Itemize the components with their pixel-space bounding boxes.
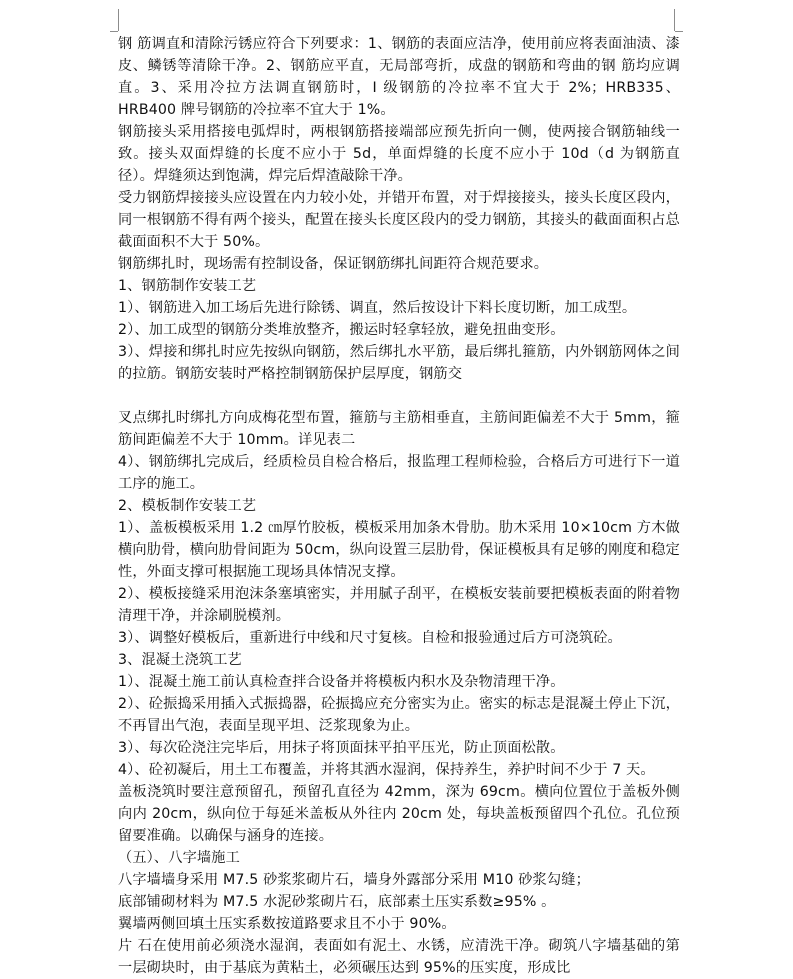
paragraph: 3）、调整好模板后，重新进行中线和尺寸复核。自检和报验通过后方可浇筑砼。 <box>118 630 622 646</box>
paragraph: 钢筋绑扎时，现场需有控制设备，保证钢筋绑扎间距符合规范要求。 <box>118 256 549 272</box>
paragraph: 4）、砼初凝后，用土工布覆盖，并将其洒水湿润，保持养生，养护时间不少于 7 天。 <box>118 762 655 778</box>
paragraph: 八字墙墙身采用 M7.5 砂浆浆砌片石，墙身外露部分采用 M10 砂浆勾缝； <box>118 872 590 888</box>
margin-corner-mark-left <box>118 9 119 31</box>
paragraph: 2）、模板接缝采用泡沫条塞填密实，并用腻子刮平，在模板安装前要把模板表面的附着物清理干净，并涂刷脱模剂。 <box>118 586 680 624</box>
paragraph: 底部铺砌材料为 M7.5 水泥砂浆砌片石，底部素土压实系数≥95% 。 <box>118 894 556 910</box>
paragraph: 片 石在使用前必须浇水湿润，表面如有泥土、水锈，应清洗干净。砌筑八字墙基础的第一层砌块时，由于基底为黄粘土，必须碾压达到 95%的压实度，形成比 <box>118 938 680 976</box>
paragraph: 3）、焊接和绑扎时应先按纵向钢筋，然后绑扎水平筋，最后绑扎箍筋，内外钢筋网体之间的拉筋。钢筋安装时严格控制钢筋保护层厚度，钢筋交 <box>118 344 680 382</box>
section-heading: 1、钢筋制作安装工艺 <box>118 278 257 294</box>
paragraph: 钢筋接头采用搭接电弧焊时，两根钢筋搭接端部应预先折向一侧，使两接合钢筋轴线一致。接头双面焊缝的长度不应小于 5d，单面焊缝的长度不应小于 10d（d 为钢筋直径）。焊缝须达到饱满，焊完后焊渣敲除干净。 <box>118 124 680 184</box>
paragraph: 1）、钢筋进入加工场后先进行除锈、调直，然后按设计下料长度切断，加工成型。 <box>118 300 637 316</box>
section-heading: 2、模板制作安装工艺 <box>118 498 257 514</box>
section-heading: （五）、八字墙施工 <box>118 850 240 866</box>
blank-line <box>118 385 680 407</box>
margin-corner-mark-right-horizontal <box>675 31 683 32</box>
paragraph: 受力钢筋焊接接头应设置在内力较小处，并错开布置，对于焊接接头，接头长度区段内，同一根钢筋不得有两个接头，配置在接头长度区段内的受力钢筋，其接头的截面面积占总截面面积不大于 50%。 <box>118 190 680 250</box>
paragraph: 3）、每次砼浇注完毕后，用抹子将顶面抹平拍平压光，防止顶面松散。 <box>118 740 565 756</box>
margin-corner-mark-left-horizontal <box>110 31 118 32</box>
document-body <box>118 33 680 979</box>
paragraph: 翼墙两侧回填土压实系数按道路要求且不小于 90%。 <box>118 916 456 932</box>
paragraph: 1）、盖板模板采用 1.2 ㎝厚竹胶板，模板采用加条木骨肋。肋木采用 10×10cm 方木做横向肋骨，横向肋骨间距为 50cm，纵向设置三层肋骨，保证模板具有足够的刚度和稳定性，外面支撑可根据施工现场具体情况支撑。 <box>118 520 680 580</box>
paragraph: 钢 筋调直和清除污锈应符合下列要求：1、钢筋的表面应洁净，使用前应将表面油渍、漆皮、鳞锈等清除干净。2、钢筋应平直，无局部弯折，成盘的钢筋和弯曲的钢 筋均应调直。3、采用冷拉方法调直钢筋时，I 级钢筋的冷拉率不宜大于 2%；HRB335、HRB400 牌号钢筋的冷拉率不宜大于 1%。 <box>118 36 680 118</box>
paragraph: 1）、混凝土施工前认真检查拌合设备并将模板内积水及杂物清理干净。 <box>118 674 565 690</box>
paragraph: 盖板浇筑时要注意预留孔，预留孔直径为 42mm，深为 69cm。横向位置位于盖板外侧向内 20cm，纵向位于每延米盖板从外往内 20cm 处，每块盖板预留四个孔位。孔位预留要准确。以确保与涵身的连接。 <box>118 784 680 844</box>
section-heading: 3、混凝土浇筑工艺 <box>118 652 242 668</box>
margin-corner-mark-right <box>674 9 675 31</box>
paragraph: 2）、加工成型的钢筋分类堆放整齐，搬运时轻拿轻放，避免扭曲变形。 <box>118 322 565 338</box>
paragraph: 2）、砼振捣采用插入式振捣器，砼振捣应充分密实为止。密实的标志是混凝土停止下沉，不再冒出气泡，表面呈现平坦、泛浆现象为止。 <box>118 696 680 734</box>
paragraph: 4）、钢筋绑扎完成后，经质检员自检合格后，报监理工程师检验，合格后方可进行下一道工序的施工。 <box>118 454 680 492</box>
paragraph: 叉点绑扎时绑扎方向成梅花型布置，箍筋与主筋相垂直，主筋间距偏差不大于 5mm，箍筋间距偏差不大于 10mm。详见表二 <box>118 410 680 448</box>
